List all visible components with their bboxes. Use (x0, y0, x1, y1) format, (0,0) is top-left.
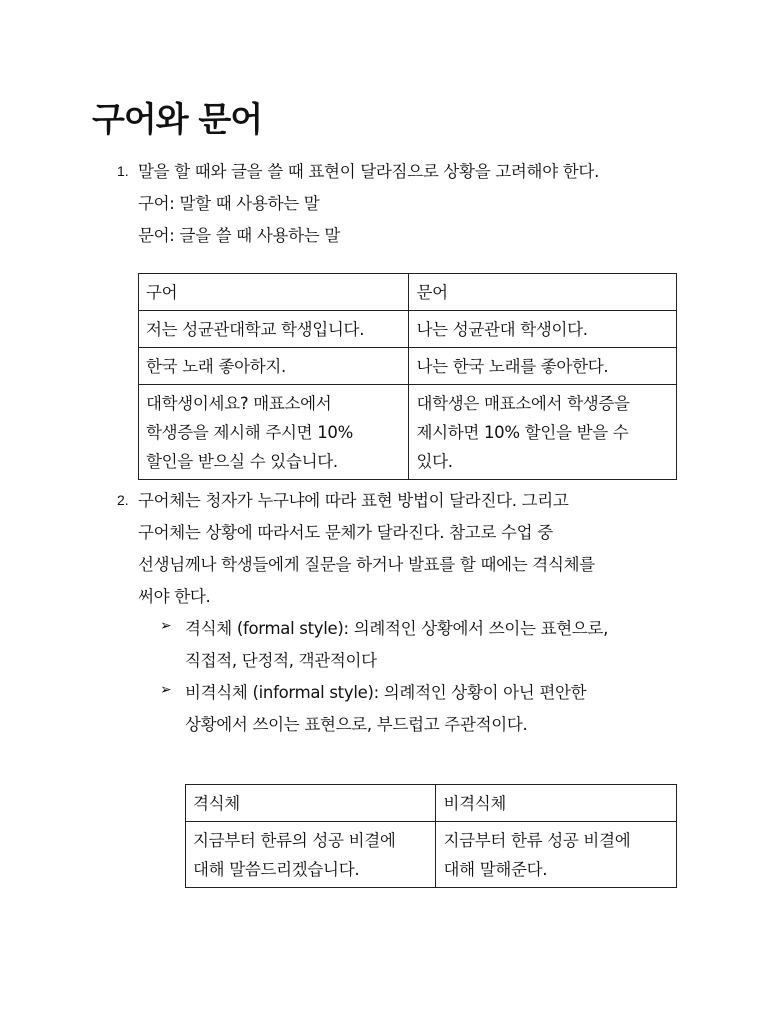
section1-line-3: 문어: 글을 쓸 때 사용하는 말 (138, 226, 341, 245)
table-cell-line: 지금부터 한류 성공 비결에 (443, 831, 631, 850)
bullet-informal-line-2: 상황에서 쓰이는 표현으로, 부드럽고 주관적이다. (185, 715, 528, 734)
table-row (139, 348, 677, 385)
section2-line-3: 선생님께나 학생들에게 질문을 하거나 발표를 할 때에는 격식체를 (138, 555, 595, 574)
section1-line-1: 말을 할 때와 글을 쓸 때 표현이 달라짐으로 상황을 고려해야 한다. (138, 162, 600, 181)
table-cell (139, 385, 409, 480)
table-cell-line: 제시하면 10% 할인을 받을 수 (416, 423, 629, 442)
table-cell (409, 385, 677, 480)
table-cell-line: 학생증을 제시해 주시면 10% (146, 423, 353, 442)
table-cell-line: 있다. (416, 452, 453, 471)
formal-informal-table (185, 784, 677, 888)
section2-line-4: 써야 한다. (138, 587, 211, 606)
table-cell-line: 지금부터 한류의 성공 비결에 (193, 831, 396, 850)
bullet-formal-line-2: 직접적, 단정적, 객관적이다 (185, 651, 377, 670)
table-cell-line: 할인을 받으실 수 있습니다. (146, 452, 338, 471)
table-row (186, 822, 677, 888)
list-number-1: 1. (117, 163, 129, 179)
table-header-cell: 문어 (409, 274, 677, 311)
table-cell-line: 대해 말씀드리겠습니다. (193, 860, 360, 879)
table-cell (186, 822, 436, 888)
table-cell: 나는 한국 노래를 좋아한다. (409, 348, 677, 385)
section1-line-2: 구어: 말할 때 사용하는 말 (138, 194, 320, 213)
table-header-cell: 격식체 (186, 785, 436, 822)
arrow-bullet-icon: ➢ (160, 618, 172, 634)
table-cell: 저는 성균관대학교 학생입니다. (139, 311, 409, 348)
spoken-written-table (138, 273, 677, 480)
table-row (139, 311, 677, 348)
table-cell (436, 822, 677, 888)
list-number-2: 2. (117, 492, 129, 508)
section2-line-1: 구어체는 청자가 누구냐에 따라 표현 방법이 달라진다. 그리고 (138, 491, 569, 510)
table-header-row (139, 274, 677, 311)
bullet-informal-line-1: 비격식체 (informal style): 의례적인 상황이 아닌 편안한 (185, 683, 587, 702)
table-cell: 한국 노래 좋아하지. (139, 348, 409, 385)
table-cell-line: 대학생이세요? 매표소에서 (146, 394, 332, 413)
table-header-cell: 비격식체 (436, 785, 677, 822)
table-header-cell: 구어 (139, 274, 409, 311)
table-cell: 나는 성균관대 학생이다. (409, 311, 677, 348)
table-row (139, 385, 677, 480)
section2-line-2: 구어체는 상황에 따라서도 문체가 달라진다. 참고로 수업 중 (138, 523, 553, 542)
table-header-row (186, 785, 677, 822)
bullet-formal-line-1: 격식체 (formal style): 의례적인 상황에서 쓰이는 표현으로, (185, 619, 609, 638)
arrow-bullet-icon: ➢ (160, 682, 172, 698)
page-title: 구어와 문어 (92, 100, 263, 140)
table-cell-line: 대학생은 매표소에서 학생증을 (416, 394, 630, 413)
table-cell-line: 대해 말해준다. (443, 860, 548, 879)
